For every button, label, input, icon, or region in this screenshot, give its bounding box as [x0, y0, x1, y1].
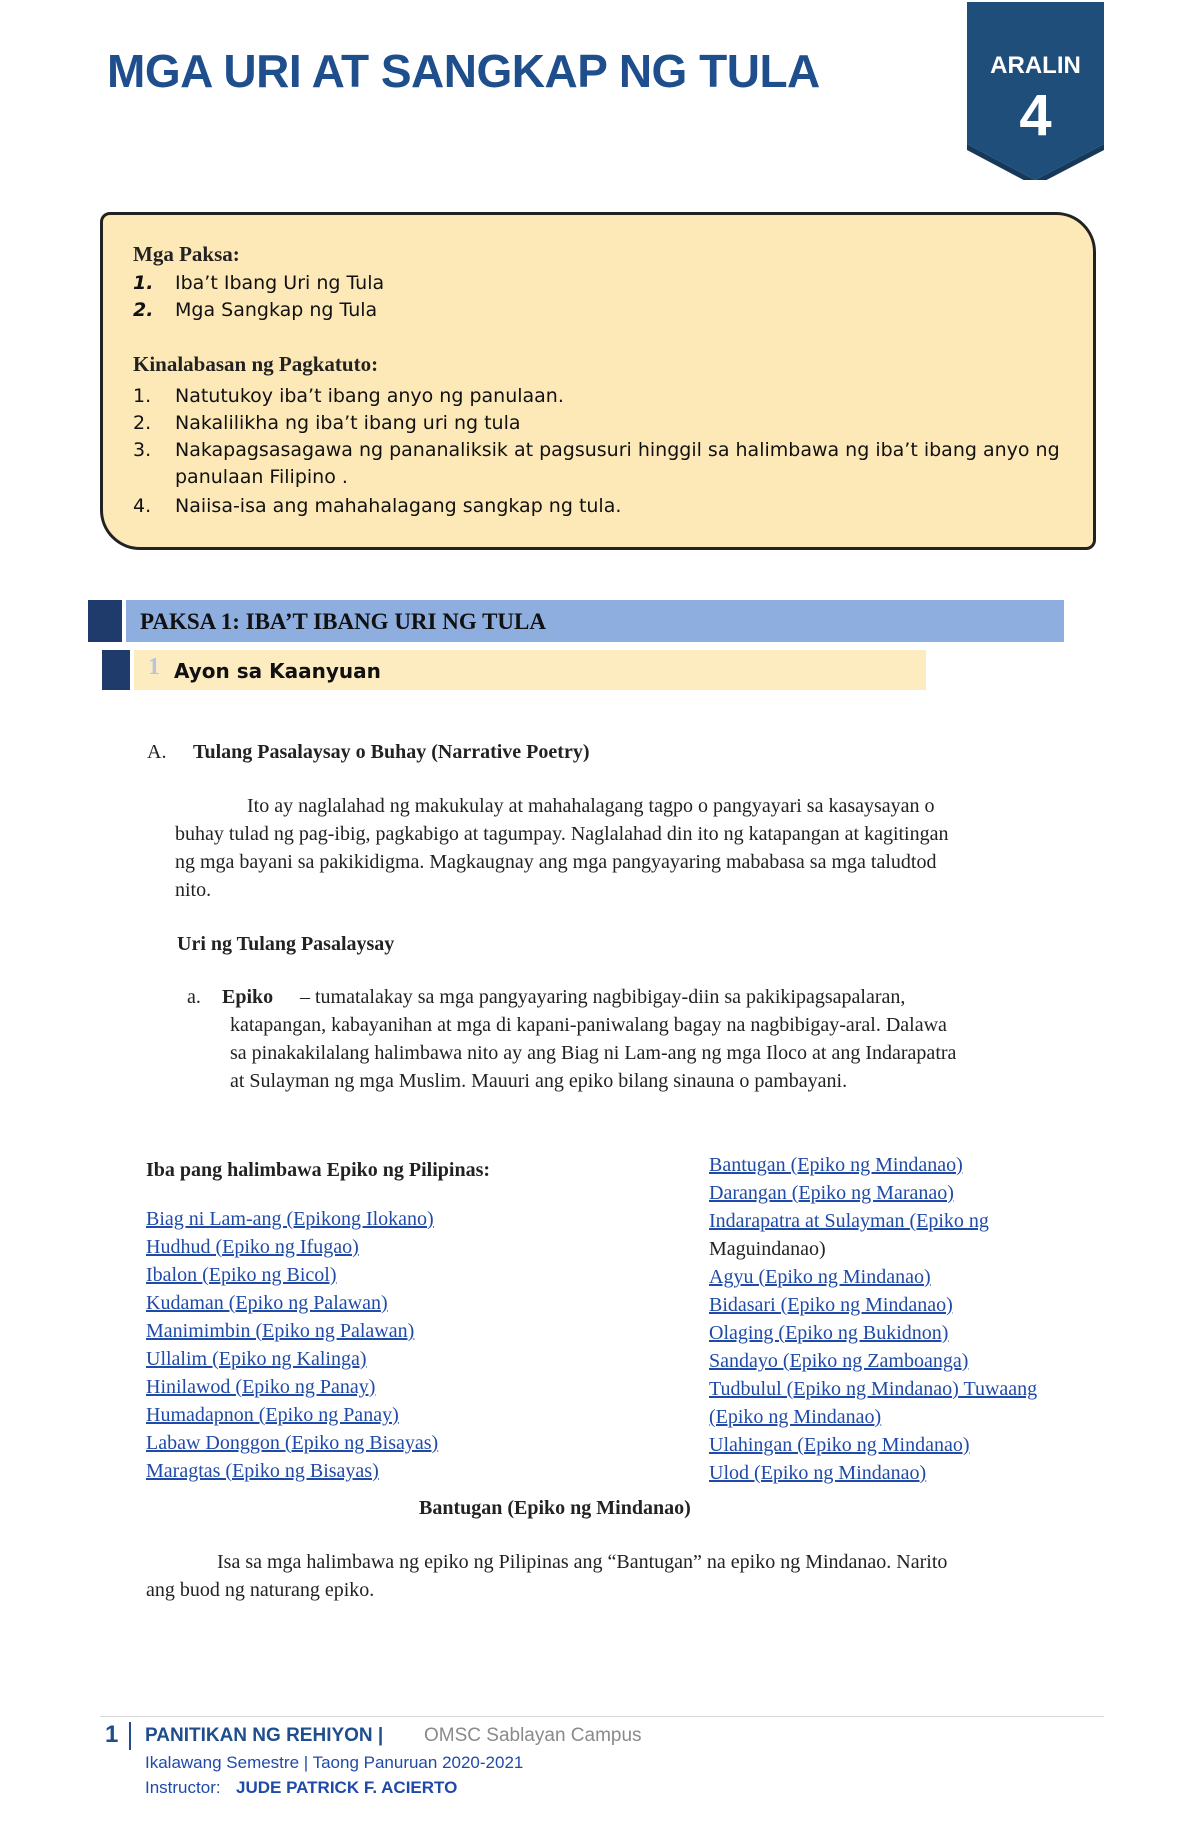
goal-number: 3. [133, 439, 152, 461]
item-letter-a: A. [147, 741, 167, 763]
footer-divider [100, 1716, 1104, 1717]
goal-text: Nakapagsasagawa ng pananaliksik at pagsusuri hinggil sa halimbawa ng iba’t ibang anyo ng [175, 439, 1060, 461]
topic-text: Iba’t Ibang Uri ng Tula [175, 272, 385, 294]
footer-separator [129, 1722, 131, 1750]
epic-link-continued: Maguindanao) [709, 1238, 826, 1260]
footer-campus: OMSC Sablayan Campus [424, 1725, 642, 1746]
epic-link[interactable]: Tudbulul (Epiko ng Mindanao) Tuwaang [709, 1378, 1038, 1400]
paragraph-line: Isa sa mga halimbawa ng epiko ng Pilipinas ang “Bantugan” na epiko ng Mindanao. Narito [217, 1551, 948, 1573]
epiko-line: katapangan, kabayanihan at mga di kapani-paniwalang bagay na nagbibigay-aral. Dalawa [230, 1014, 947, 1036]
epic-link[interactable]: (Epiko ng Mindanao) [709, 1406, 882, 1428]
paragraph-line: Ito ay naglalahad ng makukulay at mahahalagang tagpo o pangyayari sa kasaysayan o [247, 795, 935, 817]
epic-link[interactable]: Ulahingan (Epiko ng Mindanao) [709, 1434, 970, 1456]
epic-link[interactable]: Ulod (Epiko ng Mindanao) [709, 1462, 927, 1484]
epic-link[interactable]: Maragtas (Epiko ng Bisayas) [146, 1460, 379, 1482]
epic-link[interactable]: Manimimbin (Epiko ng Palawan) [146, 1320, 415, 1342]
paragraph-line: nito. [175, 879, 212, 901]
topic-item [133, 272, 384, 294]
goal-item [133, 439, 1060, 461]
epic-link[interactable]: Bidasari (Epiko ng Mindanao) [709, 1294, 953, 1316]
footer-instructor-label: Instructor: [145, 1778, 221, 1797]
topic-item [133, 299, 377, 321]
goal-text: Nakalilikha ng iba’t ibang uri ng tula [175, 412, 521, 434]
aralin-badge [967, 2, 1104, 180]
goal-item [133, 385, 564, 407]
topic-text: Mga Sangkap ng Tula [175, 299, 378, 321]
footer-semester: Ikalawang Semestre | Taong Panuruan 2020-2021 [145, 1753, 524, 1772]
goal-number: 4. [133, 495, 152, 517]
section-accent [88, 600, 122, 642]
epiko-term: Epiko [222, 986, 274, 1008]
section-a-title: Tulang Pasalaysay o Buhay (Narrative Poetry) [193, 741, 590, 763]
goal-text-continued: panulaan Filipino . [175, 466, 348, 488]
epic-link[interactable]: Sandayo (Epiko ng Zamboanga) [709, 1350, 969, 1372]
goal-text: Naiisa-isa ang mahahalagang sangkap ng tula. [175, 495, 622, 517]
epiko-line: sa pinakakilalang halimbawa nito ay ang Biag ni Lam-ang ng mga Iloco at ang Indarapatra [230, 1042, 957, 1064]
epic-link[interactable]: Ullalim (Epiko ng Kalinga) [146, 1348, 367, 1370]
epic-link[interactable]: Darangan (Epiko ng Maranao) [709, 1182, 954, 1204]
epic-link[interactable]: Olaging (Epiko ng Bukidnon) [709, 1322, 949, 1344]
examples-heading: Iba pang halimbawa Epiko ng Pilipinas: [146, 1159, 491, 1181]
epic-link[interactable]: Kudaman (Epiko ng Palawan) [146, 1292, 388, 1314]
goal-text: Natutukoy iba’t ibang anyo ng panulaan. [175, 385, 564, 407]
subsection-number: 1 [148, 654, 160, 680]
item-letter-a-small: a. [187, 986, 201, 1008]
paragraph-line: ng mga bayani sa pakikidigma. Magkaugnay ang mga pangyayaring mababasa sa mga taludtod [175, 851, 937, 873]
objectives-box [100, 212, 1096, 550]
page-title: MGA URI AT SANGKAP NG TULA [107, 45, 820, 97]
epic-link[interactable]: Humadapnon (Epiko ng Panay) [146, 1404, 399, 1426]
subsection-title: Ayon sa Kaanyuan [174, 659, 381, 683]
paragraph-line: buhay tulad ng pag-ibig, pagkabigo at tagumpay. Naglalahad din ito ng katapangan at kagitingan [175, 823, 949, 845]
page-number: 1 [105, 1721, 119, 1748]
epic-link[interactable]: Hinilawod (Epiko ng Panay) [146, 1376, 376, 1398]
badge-label: ARALIN [990, 52, 1081, 79]
topic-number: 1. [133, 272, 154, 294]
badge-number: 4 [1019, 83, 1052, 148]
footer-course: PANITIKAN NG REHIYON | [145, 1725, 384, 1746]
epic-link[interactable]: Hudhud (Epiko ng Ifugao) [146, 1236, 359, 1258]
goals-heading: Kinalabasan ng Pagkatuto: [133, 352, 379, 376]
footer-instructor-name: JUDE PATRICK F. ACIERTO [236, 1778, 458, 1797]
epic-link[interactable]: Indarapatra at Sulayman (Epiko ng [709, 1210, 989, 1232]
goal-item [133, 495, 621, 517]
topic-number: 2. [133, 299, 154, 321]
uri-heading: Uri ng Tulang Pasalaysay [177, 933, 395, 955]
topics-heading: Mga Paksa: [133, 242, 240, 266]
goal-number: 1. [133, 385, 152, 407]
epic-link[interactable]: Bantugan (Epiko ng Mindanao) [709, 1154, 963, 1176]
epic-link[interactable]: Labaw Donggon (Epiko ng Bisayas) [146, 1432, 439, 1454]
epic-link[interactable]: Ibalon (Epiko ng Bicol) [146, 1264, 337, 1286]
goal-item [133, 412, 521, 434]
subsection-accent [102, 650, 130, 690]
epic-link[interactable]: Biag ni Lam-ang (Epikong Ilokano) [146, 1208, 434, 1230]
section-title: PAKSA 1: IBA’T IBANG URI NG TULA [140, 609, 546, 634]
epiko-line: – tumatalakay sa mga pangyayaring nagbibigay-diin sa pakikipagsapalaran, [300, 986, 906, 1008]
paragraph-line: ang buod ng naturang epiko. [146, 1579, 375, 1601]
goal-number: 2. [133, 412, 152, 434]
epic-link[interactable]: Agyu (Epiko ng Mindanao) [709, 1266, 931, 1288]
bantugan-heading: Bantugan (Epiko ng Mindanao) [419, 1497, 691, 1519]
epiko-line: at Sulayman ng mga Muslim. Mauuri ang epiko bilang sinauna o pambayani. [230, 1070, 848, 1092]
